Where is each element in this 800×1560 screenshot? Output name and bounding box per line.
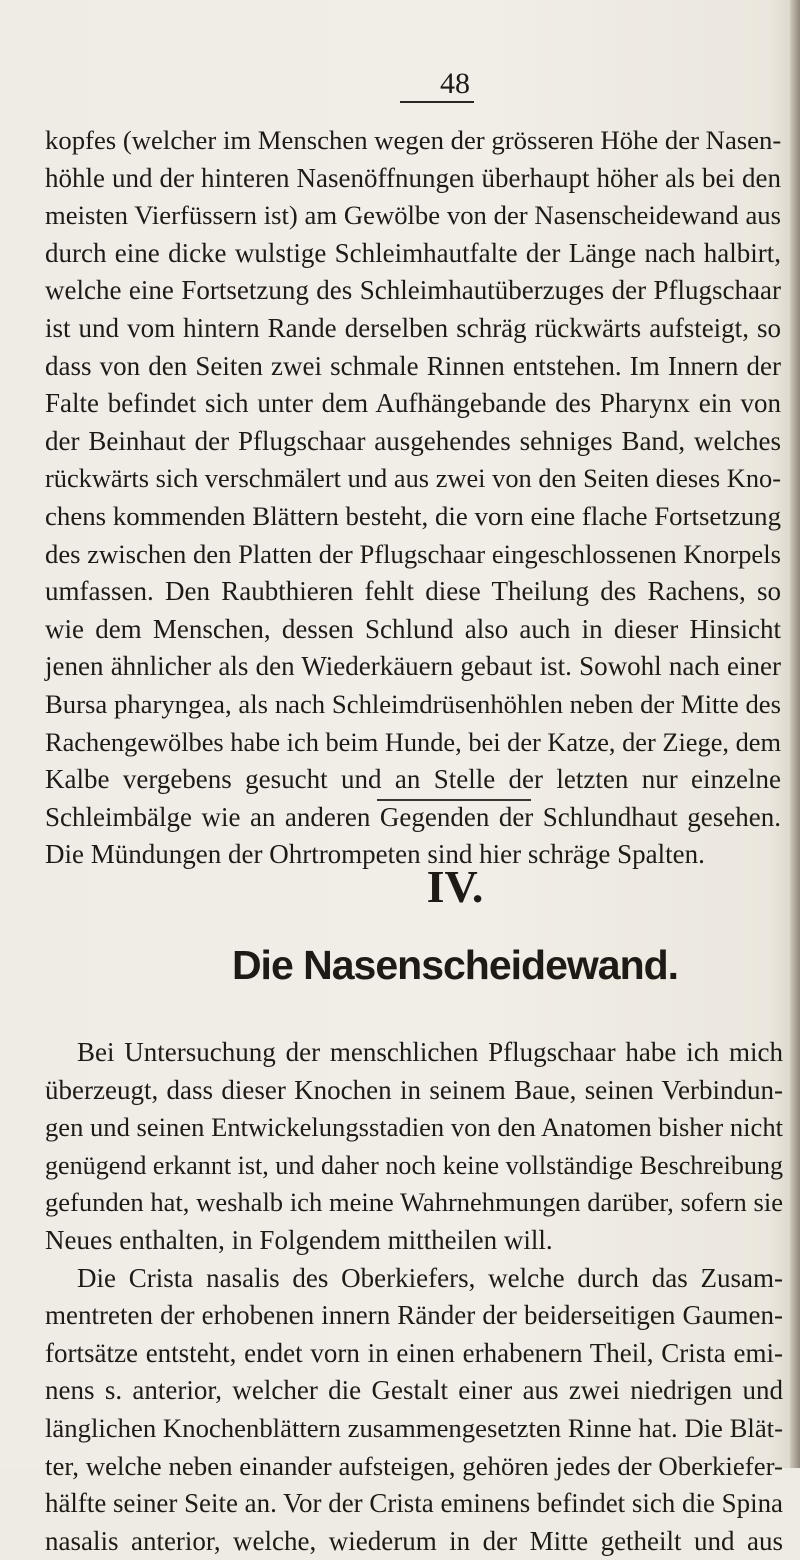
text-line: kopfes (welcher im Menschen wegen der grösseren Höhe der Nasen-	[45, 125, 782, 155]
text-line: Falte befindet sich unter dem Aufhängebande des Pharynx ein von	[45, 388, 781, 419]
paragraph-3	[45, 1260, 783, 1560]
text-line: fortsätze entsteht, endet vorn in einen erhabenern Theil, Crista emi-	[45, 1337, 783, 1368]
text-line: des zwischen den Platten der Pflugschaar eingeschlossenen Knorpels	[45, 538, 781, 569]
text-line: der Beinhaut der Pflugschaar ausgehendes sehniges Band, welches	[45, 425, 781, 456]
text-line: überzeugt, dass dieser Knochen in seinem Baue, seinen Verbindun-	[45, 1074, 783, 1105]
section-separator-rule	[377, 799, 531, 801]
text-line: gen und seinen Entwickelungsstadien von den Anatomen bisher nicht	[45, 1112, 783, 1143]
text-line: Schleimbälge wie an anderen Gegenden der Schlundhaut gesehen.	[45, 801, 781, 832]
text-line: höhle und der hinteren Nasenöffnungen überhaupt höher als bei den	[45, 162, 781, 193]
text-line: länglichen Knochenblättern zusammengesetzten Rinne hat. Die Blät-	[45, 1412, 783, 1443]
text-line: Die Mündungen der Ohrtrompeten sind hier schräge Spalten.	[45, 839, 705, 870]
text-line: gefunden hat, weshalb ich meine Wahrnehmungen darüber, sofern sie	[45, 1187, 783, 1218]
text-line: dass von den Seiten zwei schmale Rinnen entstehen. Im Innern der	[45, 350, 781, 381]
text-line: Die Crista nasalis des Oberkiefers, welche durch das Zusam-	[77, 1262, 783, 1293]
section-numeral: IV.	[426, 861, 484, 912]
text-line: Bursa pharyngea, als nach Schleimdrüsenhöhlen neben der Mitte des	[45, 688, 781, 719]
page-number-rule	[400, 101, 474, 103]
text-line: genügend erkannt ist, und daher noch keine vollständige Beschreibung	[45, 1150, 783, 1180]
text-line: Bei Untersuchung der menschlichen Pflugschaar habe ich mich	[77, 1037, 783, 1067]
section-title: Die Nasenscheidewand.	[231, 942, 679, 988]
text-line: jenen ähnlicher als den Wiederkäuern gebaut ist. Sowohl nach einer	[45, 651, 781, 682]
text-line: hälfte seiner Seite an. Vor der Crista eminens befindet sich die Spina	[45, 1488, 783, 1519]
page-edge-shadow	[790, 0, 800, 1468]
text-line: Kalbe vergebens gesucht und an Stelle der letzten nur einzelne	[45, 764, 781, 795]
paragraph-1	[45, 122, 781, 874]
text-line: nens s. anterior, welcher die Gestalt einer aus zwei niedrigen und	[45, 1375, 783, 1406]
text-line: mentreten der erhobenen innern Ränder der beiderseitigen Gaumen-	[45, 1300, 783, 1331]
text-line: chens kommenden Blättern besteht, die vorn eine flache Fortsetzung	[45, 500, 781, 531]
text-line: Neues enthalten, in Folgendem mittheilen will.	[45, 1224, 553, 1255]
text-line: ist und vom hintern Rande derselben schräg rückwärts aufsteigt, so	[45, 312, 781, 343]
page-number: 48	[440, 67, 470, 100]
text-line: umfassen. Den Raubthieren fehlt diese Theilung des Rachens, so	[45, 576, 781, 607]
text-line: meisten Vierfüssern ist) am Gewölbe von der Nasenscheidewand aus	[45, 200, 781, 231]
text-line: Rachengewölbes habe ich beim Hunde, bei der Katze, der Ziege, dem	[45, 726, 782, 757]
paragraph-continuation	[45, 122, 781, 874]
text-line: durch eine dicke wulstige Schleimhautfalte der Länge nach halbirt,	[45, 237, 781, 268]
text-line: rückwärts sich verschmälert und aus zwei von den Seiten dieses Kno-	[45, 463, 781, 494]
text-line: wie dem Menschen, dessen Schlund also auch in dieser Hinsicht	[45, 613, 781, 644]
text-line: welche eine Fortsetzung des Schleimhautüberzuges der Pflugschaar	[45, 275, 781, 306]
section-body	[45, 1034, 783, 1560]
text-line: ter, welche neben einander aufsteigen, gehören jedes der Oberkiefer-	[45, 1450, 783, 1481]
text-line: nasalis anterior, welche, wiederum in der Mitte getheilt und aus	[45, 1525, 783, 1556]
paragraph-2	[45, 1034, 783, 1260]
